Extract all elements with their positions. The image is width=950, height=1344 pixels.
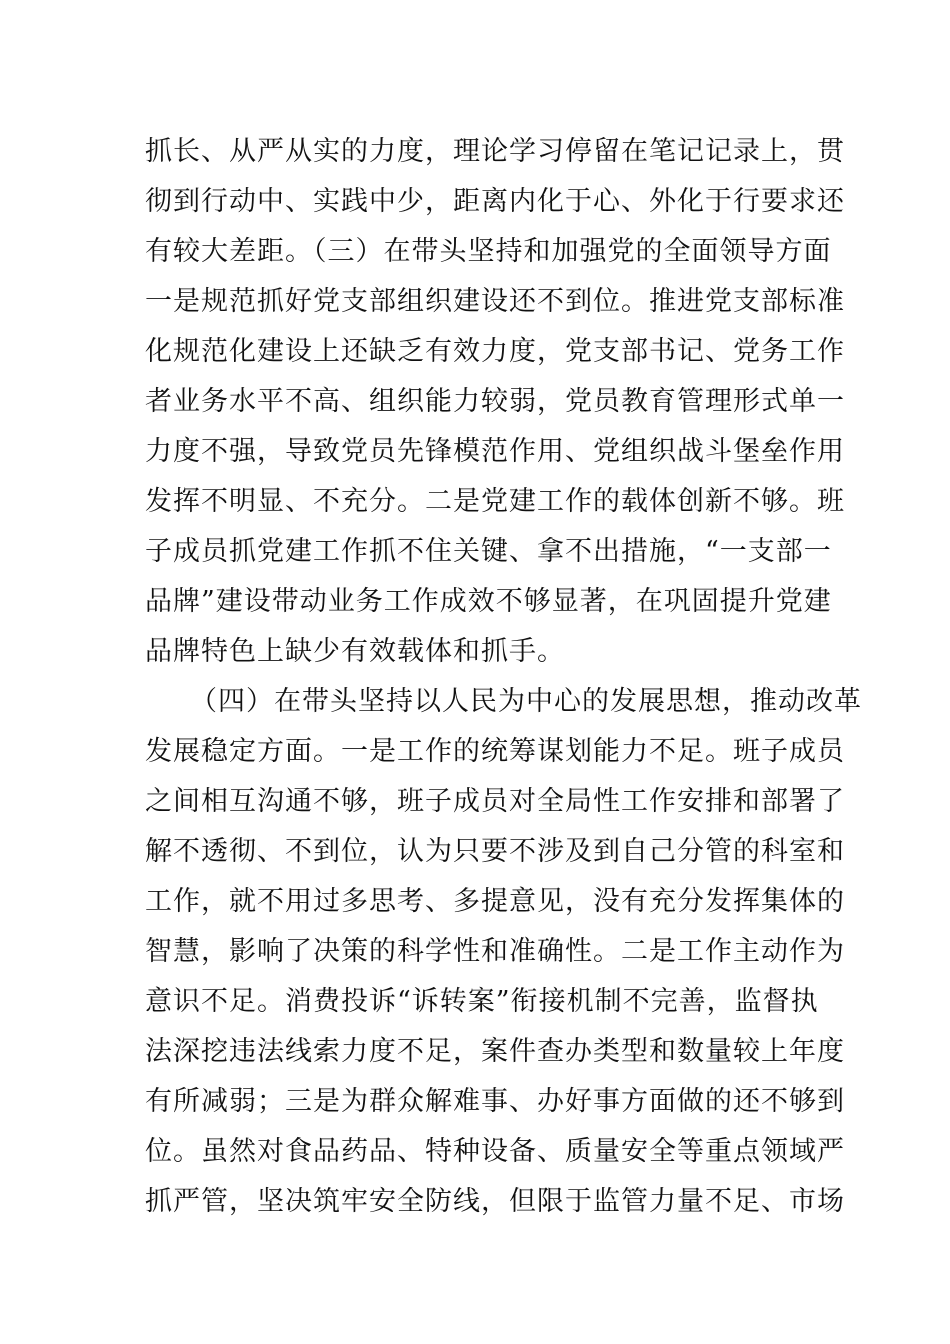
- text-line: 品牌”建设带动业务工作成效不够显著，在巩固提升党建: [145, 586, 832, 617]
- text-line: 化规范化建设上还缺乏有效力度，党支部书记、党务工作: [145, 336, 845, 367]
- text-line: 发展稳定方面。一是工作的统筹谋划能力不足。班子成员: [145, 736, 845, 767]
- text-line: 品牌特色上缺少有效载体和抓手。: [145, 636, 565, 667]
- text-line: （四）在带头坚持以人民为中心的发展思想，推动改革: [190, 686, 862, 717]
- text-line: 有所减弱；三是为群众解难事、办好事方面做的还不够到: [145, 1086, 845, 1117]
- text-line: 抓严管，坚决筑牢安全防线，但限于监管力量不足、市场: [145, 1186, 845, 1217]
- text-line: 位。虽然对食品药品、特种设备、质量安全等重点领域严: [145, 1136, 845, 1167]
- text-line: 发挥不明显、不充分。二是党建工作的载体创新不够。班: [145, 486, 845, 517]
- text-line: 彻到行动中、实践中少，距离内化于心、外化于行要求还: [145, 186, 845, 217]
- text-line: 之间相互沟通不够，班子成员对全局性工作安排和部署了: [145, 786, 845, 817]
- text-line: 意识不足。消费投诉“诉转案”衔接机制不完善，监督执: [145, 986, 819, 1017]
- text-line: 有较大差距。（三）在带头坚持和加强党的全面领导方面: [145, 236, 832, 267]
- text-line: 子成员抓党建工作抓不住关键、拿不出措施，“一支部一: [145, 536, 832, 567]
- text-line: 力度不强，导致党员先锋模范作用、党组织战斗堡垒作用: [145, 436, 845, 467]
- text-line: 抓长、从严从实的力度，理论学习停留在笔记记录上，贯: [145, 136, 845, 167]
- text-line: 智慧，影响了决策的科学性和准确性。二是工作主动作为: [145, 936, 845, 967]
- text-line: 者业务水平不高、组织能力较弱，党员教育管理形式单一: [145, 386, 845, 417]
- text-line: 解不透彻、不到位，认为只要不涉及到自己分管的科室和: [145, 836, 845, 867]
- text-line: 工作，就不用过多思考、多提意见，没有充分发挥集体的: [145, 886, 845, 917]
- text-line: 法深挖违法线索力度不足，案件查办类型和数量较上年度: [145, 1036, 845, 1067]
- text-line: 一是规范抓好党支部组织建设还不到位。推进党支部标准: [145, 286, 845, 317]
